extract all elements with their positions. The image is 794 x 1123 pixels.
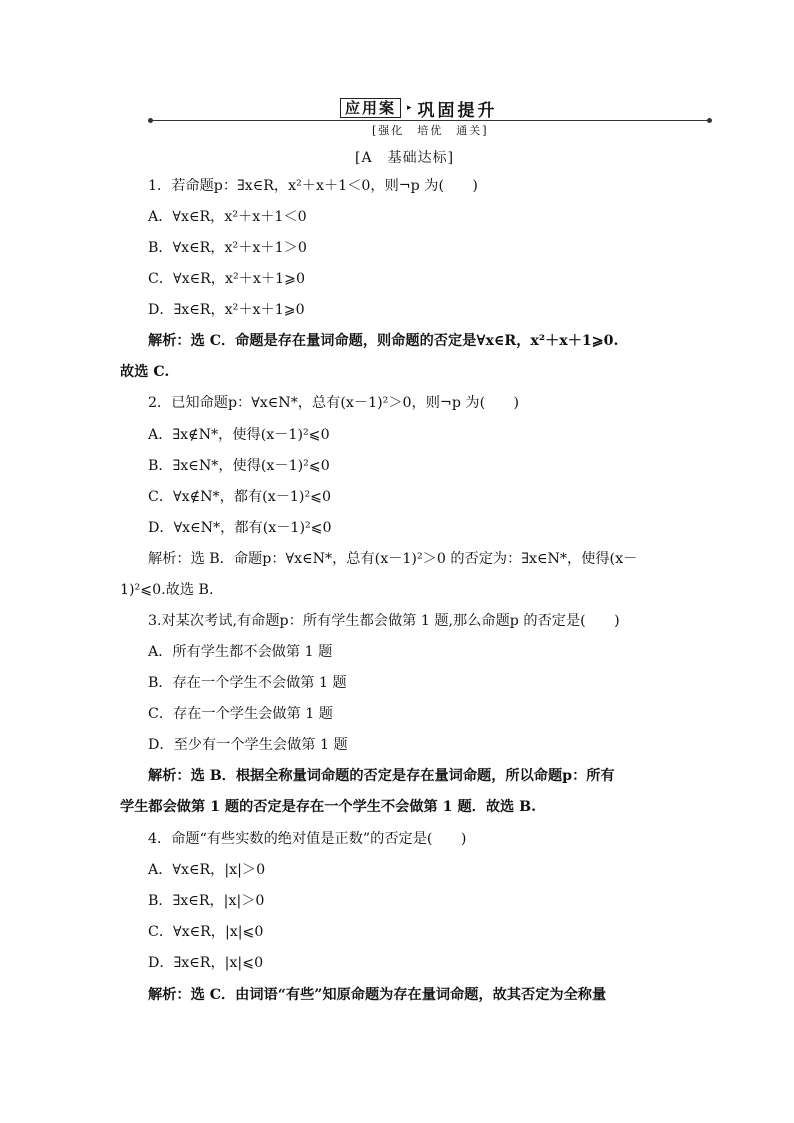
header-subtitle: [强化 培优 通关] xyxy=(372,124,489,137)
q3-solution: 解析：选 B．根据全称量词命题的否定是存在量词命题，所以命题p：所有 xyxy=(148,768,615,784)
q4-option-d: D．∃x∈R，|x|⩽0 xyxy=(148,955,264,971)
arrow-icon: ▸ xyxy=(407,103,412,113)
question-1: 1．若命题p：∃x∈R，x²＋x＋1＜0，则¬p 为( ) xyxy=(148,178,478,194)
q4-option-b: B．∃x∈R，|x|＞0 xyxy=(148,893,265,909)
section-badge: 应用案 xyxy=(340,98,401,118)
q1-option-c: C．∀x∈R，x²＋x＋1⩾0 xyxy=(148,271,305,287)
rule-dot-right xyxy=(707,118,712,123)
q3-option-b: B．存在一个学生不会做第 1 题 xyxy=(148,675,347,691)
q3-option-c: C．存在一个学生会做第 1 题 xyxy=(148,706,333,722)
q2-option-b: B．∃x∈N*，使得(x－1)²⩽0 xyxy=(148,458,330,474)
q1-option-a: A．∀x∈R，x²＋x＋1＜0 xyxy=(148,209,307,225)
q1-solution-cont: 故选 C. xyxy=(120,364,170,380)
rule-dot-left xyxy=(148,118,153,123)
header-title-group xyxy=(340,96,498,120)
q3-option-d: D．至少有一个学生会做第 1 题 xyxy=(148,737,348,753)
q3-solution-cont: 学生都会做第 1 题的否定是存在一个学生不会做第 1 题．故选 B. xyxy=(120,799,537,815)
page-title: 巩固提升 xyxy=(417,100,498,121)
question-2: 2．已知命题p：∀x∈N*，总有(x－1)²＞0，则¬p 为( ) xyxy=(148,395,520,411)
q4-solution: 解析：选 C．由词语“有些”知原命题为存在量词命题，故其否定为全称量 xyxy=(148,987,607,1003)
q1-solution: 解析：选 C．命题是存在量词命题，则命题的否定是∀x∈R，x²＋x＋1⩾0. xyxy=(148,333,619,349)
q2-solution: 解析：选 B．命题p：∀x∈N*，总有(x－1)²＞0 的否定为：∃x∈N*，使得(x－ xyxy=(148,551,638,567)
section-title: [A 基础达标] xyxy=(355,150,455,166)
q2-option-a: A．∃x∉N*，使得(x－1)²⩽0 xyxy=(148,427,330,443)
q2-option-c: C．∀x∉N*，都有(x－1)²⩽0 xyxy=(148,489,332,505)
question-3: 3.对某次考试,有命题p：所有学生都会做第 1 题,那么命题p 的否定是( ) xyxy=(148,613,620,629)
q2-option-d: D．∀x∈N*，都有(x－1)²⩽0 xyxy=(148,520,332,536)
q4-option-a: A．∀x∈R，|x|＞0 xyxy=(148,862,266,878)
q1-option-b: B．∀x∈R，x²＋x＋1＞0 xyxy=(148,240,307,256)
question-4: 4．命题“有些实数的绝对值是正数”的否定是( ) xyxy=(148,831,467,847)
q2-solution-cont: 1)²⩽0.故选 B. xyxy=(120,582,214,598)
q3-option-a: A．所有学生都不会做第 1 题 xyxy=(148,644,333,660)
q4-option-c: C．∀x∈R，|x|⩽0 xyxy=(148,924,264,940)
q1-option-d: D．∃x∈R，x²＋x＋1⩾0 xyxy=(148,302,305,318)
